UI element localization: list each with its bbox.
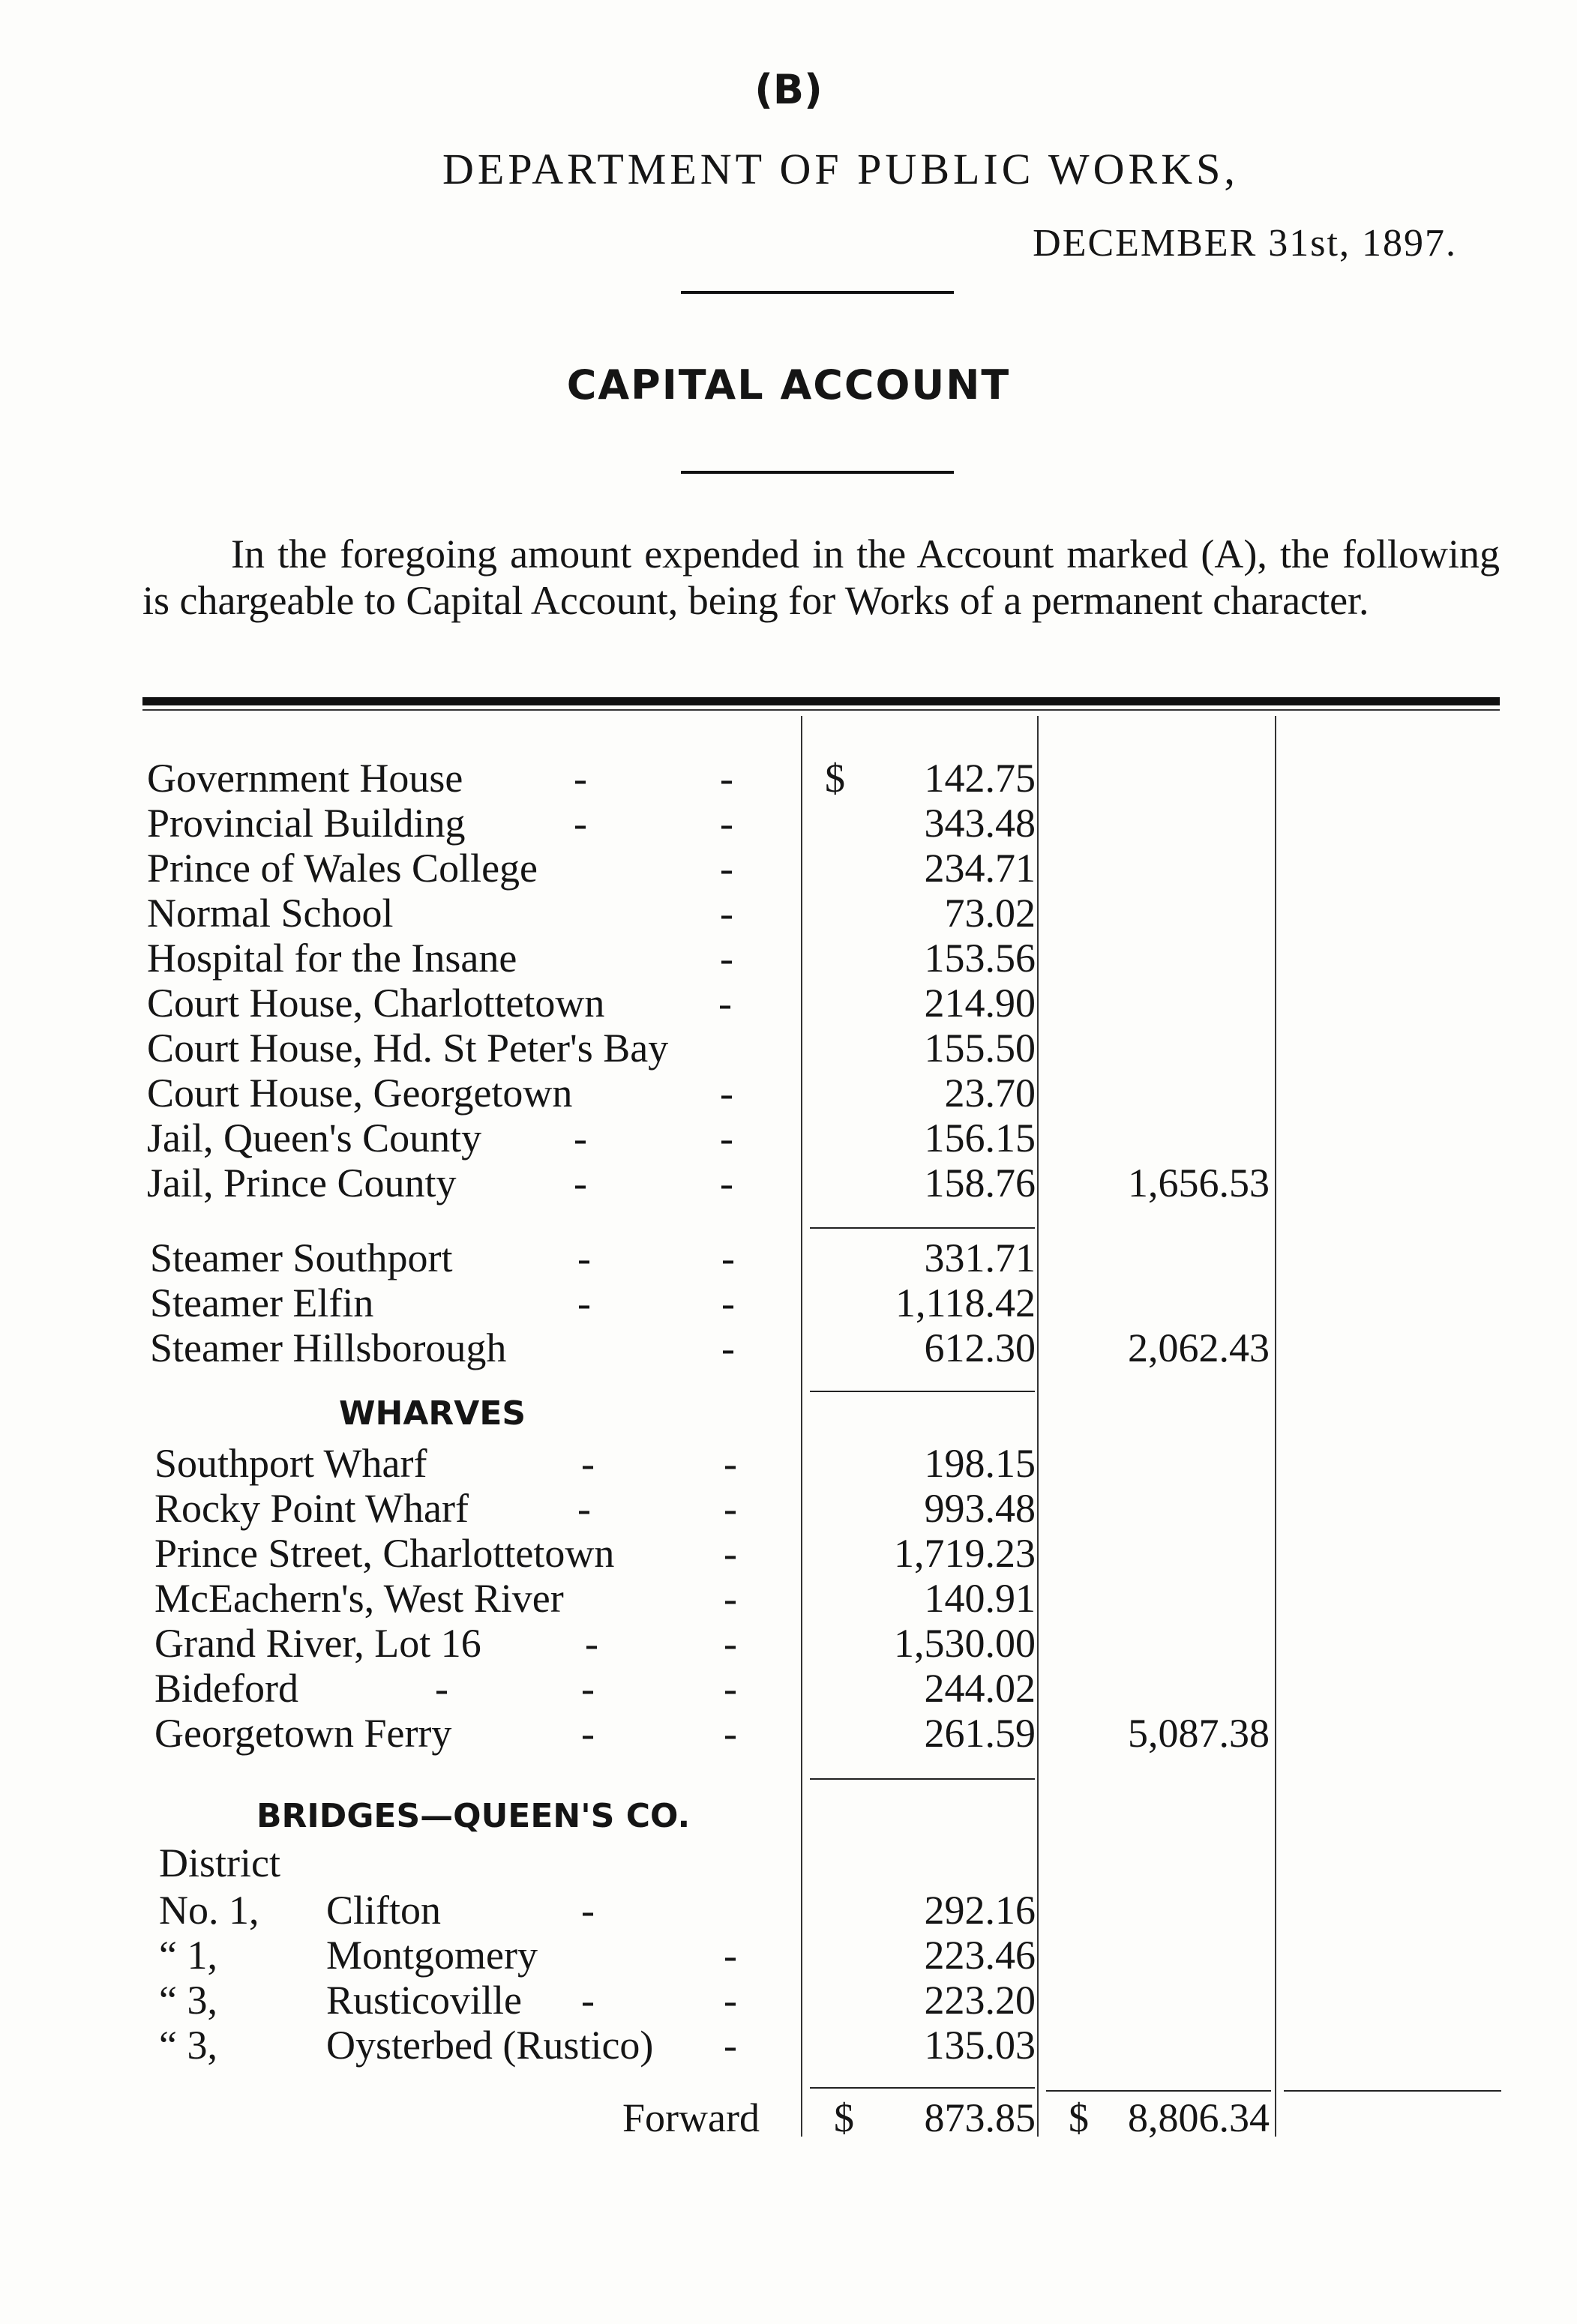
- table-row: [0, 1071, 1577, 1116]
- table-row: [0, 2023, 1577, 2068]
- leader-dash: -: [724, 2023, 737, 2068]
- row-amount: 73.02: [944, 891, 1036, 936]
- row-amount: 223.20: [924, 1978, 1036, 2023]
- row-label: Prince Street, Charlottetown: [154, 1531, 615, 1576]
- row-label: Court House, Hd. St Peter's Bay: [147, 1026, 669, 1071]
- table-row: [0, 1161, 1577, 1205]
- district-number: “ 3,: [159, 2023, 217, 2068]
- row-amount: 612.30: [924, 1325, 1036, 1370]
- divider: [681, 291, 954, 294]
- section-heading-bridges: BRIDGES—QUEEN'S CO.: [256, 1797, 691, 1835]
- row-label: Jail, Prince County: [147, 1161, 457, 1205]
- subtotal-rule: [810, 2087, 1035, 2089]
- row-label: Steamer Southport: [150, 1235, 453, 1280]
- leader-dash: -: [720, 801, 733, 846]
- subtotal-rule: [1046, 2090, 1271, 2092]
- group-total: 2,062.43: [1128, 1325, 1270, 1370]
- table-top-rule: [142, 697, 1500, 705]
- row-label: Court House, Georgetown: [147, 1071, 573, 1116]
- leader-dash: -: [720, 936, 733, 981]
- district-number: No. 1,: [159, 1888, 259, 1933]
- leader-dash: -: [720, 1116, 733, 1161]
- table-row: [0, 1116, 1577, 1161]
- table-row: [0, 1888, 1577, 1933]
- leader-dash: -: [720, 1161, 733, 1205]
- subtotal-rule: [810, 1227, 1035, 1229]
- leader-dash: -: [721, 1325, 735, 1370]
- leader-dash: -: [724, 1531, 737, 1576]
- leader-dash: -: [574, 1161, 587, 1205]
- table-row: [0, 1711, 1577, 1756]
- row-label: Rocky Point Wharf: [154, 1486, 469, 1531]
- row-amount: 156.15: [924, 1116, 1036, 1161]
- table-row: [0, 1280, 1577, 1325]
- table-row: [0, 846, 1577, 891]
- table-row: [0, 801, 1577, 846]
- schedule-mark: (B): [754, 66, 823, 113]
- leader-dash: -: [720, 846, 733, 891]
- table-row: [0, 1486, 1577, 1531]
- leader-dash: -: [581, 1666, 595, 1711]
- row-label: Bideford: [154, 1666, 298, 1711]
- district-number: “ 1,: [159, 1933, 217, 1978]
- leader-dash: -: [724, 1621, 737, 1666]
- leader-dash: -: [581, 1978, 595, 2023]
- row-label: Steamer Hillsborough: [150, 1325, 507, 1370]
- table-top-rule-thin: [142, 709, 1500, 711]
- table-row: [0, 1235, 1577, 1280]
- district-number: “ 3,: [159, 1978, 217, 2023]
- table-row: [0, 1325, 1577, 1370]
- row-amount: 234.71: [924, 846, 1036, 891]
- row-label: Court House, Charlottetown: [147, 981, 605, 1026]
- group-total: 1,656.53: [1128, 1161, 1270, 1205]
- row-amount: 140.91: [924, 1576, 1036, 1621]
- row-label: Steamer Elfin: [150, 1280, 374, 1325]
- forward-total: 8,806.34: [1128, 2095, 1270, 2140]
- district-label: District: [159, 1840, 280, 1885]
- row-amount: 331.71: [924, 1235, 1036, 1280]
- table-row: [0, 1666, 1577, 1711]
- leader-dash: -: [577, 1486, 591, 1531]
- table-row: [0, 1933, 1577, 1978]
- row-amount: 1,719.23: [894, 1531, 1036, 1576]
- leader-dash: -: [720, 756, 733, 801]
- divider: [681, 471, 954, 474]
- row-amount: 223.46: [924, 1933, 1036, 1978]
- table-row: [0, 936, 1577, 981]
- account-title: CAPITAL ACCOUNT: [566, 361, 1011, 409]
- row-amount: 261.59: [924, 1711, 1036, 1756]
- leader-dash: -: [724, 1978, 737, 2023]
- leader-dash: -: [574, 756, 587, 801]
- row-amount: 214.90: [924, 981, 1036, 1026]
- row-label: Jail, Queen's County: [147, 1116, 482, 1161]
- row-amount: 1,118.42: [895, 1280, 1036, 1325]
- dollar-sign: $: [1069, 2095, 1089, 2140]
- table-row: [0, 1026, 1577, 1071]
- row-amount: 244.02: [924, 1666, 1036, 1711]
- leader-dash: -: [724, 1576, 737, 1621]
- row-amount: 153.56: [924, 936, 1036, 981]
- row-amount: 993.48: [924, 1486, 1036, 1531]
- table-row: [0, 1978, 1577, 2023]
- leader-dash: -: [724, 1441, 737, 1486]
- forward-amount: 873.85: [924, 2095, 1036, 2140]
- row-amount: 158.76: [924, 1161, 1036, 1205]
- table-row: [0, 891, 1577, 936]
- department-title: DEPARTMENT OF PUBLIC WORKS,: [442, 145, 1239, 193]
- row-label: McEachern's, West River: [154, 1576, 564, 1621]
- dollar-sign: $: [825, 756, 845, 801]
- table-row: [0, 1531, 1577, 1576]
- leader-dash: -: [720, 891, 733, 936]
- row-label: Georgetown Ferry: [154, 1711, 452, 1756]
- row-label: Prince of Wales College: [147, 846, 538, 891]
- table-row: [0, 1621, 1577, 1666]
- row-label: Provincial Building: [147, 801, 466, 846]
- dollar-sign: $: [834, 2095, 854, 2140]
- leader-dash: -: [718, 981, 732, 1026]
- leader-dash: -: [577, 1235, 591, 1280]
- table-row: [0, 756, 1577, 801]
- leader-dash: -: [581, 1441, 595, 1486]
- leader-dash: -: [720, 1071, 733, 1116]
- subtotal-rule: [1284, 2090, 1501, 2092]
- forward-label: Forward: [622, 2095, 760, 2140]
- leader-dash: -: [724, 1666, 737, 1711]
- leader-dash: -: [721, 1235, 735, 1280]
- row-label: Hospital for the Insane: [147, 936, 517, 981]
- leader-dash: -: [721, 1280, 735, 1325]
- table-row: [0, 1576, 1577, 1621]
- subtotal-rule: [810, 1391, 1035, 1392]
- group-total: 5,087.38: [1128, 1711, 1270, 1756]
- row-amount: 292.16: [924, 1888, 1036, 1933]
- intro-paragraph: In the foregoing amount expended in the Account marked (A), the following is chargeable to Capital Account, being for Works of a permanent character.: [142, 532, 1500, 623]
- leader-dash: -: [724, 1711, 737, 1756]
- row-label: Government House: [147, 756, 463, 801]
- leader-dash: -: [577, 1280, 591, 1325]
- row-amount: 142.75: [924, 756, 1036, 801]
- leader-dash: -: [581, 1711, 595, 1756]
- row-label: Normal School: [147, 891, 394, 936]
- row-label: Rusticoville: [326, 1978, 522, 2023]
- leader-dash: -: [724, 1486, 737, 1531]
- table-row: [0, 1441, 1577, 1486]
- row-label: Southport Wharf: [154, 1441, 427, 1486]
- row-amount: 23.70: [944, 1071, 1036, 1116]
- row-label: Oysterbed (Rustico): [326, 2023, 654, 2068]
- leader-dash: -: [724, 1933, 737, 1978]
- leader-dash: -: [574, 801, 587, 846]
- row-amount: 198.15: [924, 1441, 1036, 1486]
- section-heading-wharves: WHARVES: [339, 1394, 526, 1433]
- row-amount: 343.48: [924, 801, 1036, 846]
- row-label: Clifton: [326, 1888, 442, 1933]
- subtotal-rule: [810, 1778, 1035, 1780]
- row-amount: 155.50: [924, 1026, 1036, 1071]
- report-date: DECEMBER 31st, 1897.: [1033, 222, 1457, 265]
- leader-dash: -: [435, 1666, 448, 1711]
- row-label: Grand River, Lot 16: [154, 1621, 481, 1666]
- row-amount: 1,530.00: [894, 1621, 1036, 1666]
- table-row: [0, 981, 1577, 1026]
- forward-row: [0, 2095, 1577, 2140]
- row-label: Montgomery: [326, 1933, 538, 1978]
- row-amount: 135.03: [924, 2023, 1036, 2068]
- leader-dash: -: [574, 1116, 587, 1161]
- leader-dash: -: [585, 1621, 598, 1666]
- leader-dash: -: [581, 1888, 595, 1933]
